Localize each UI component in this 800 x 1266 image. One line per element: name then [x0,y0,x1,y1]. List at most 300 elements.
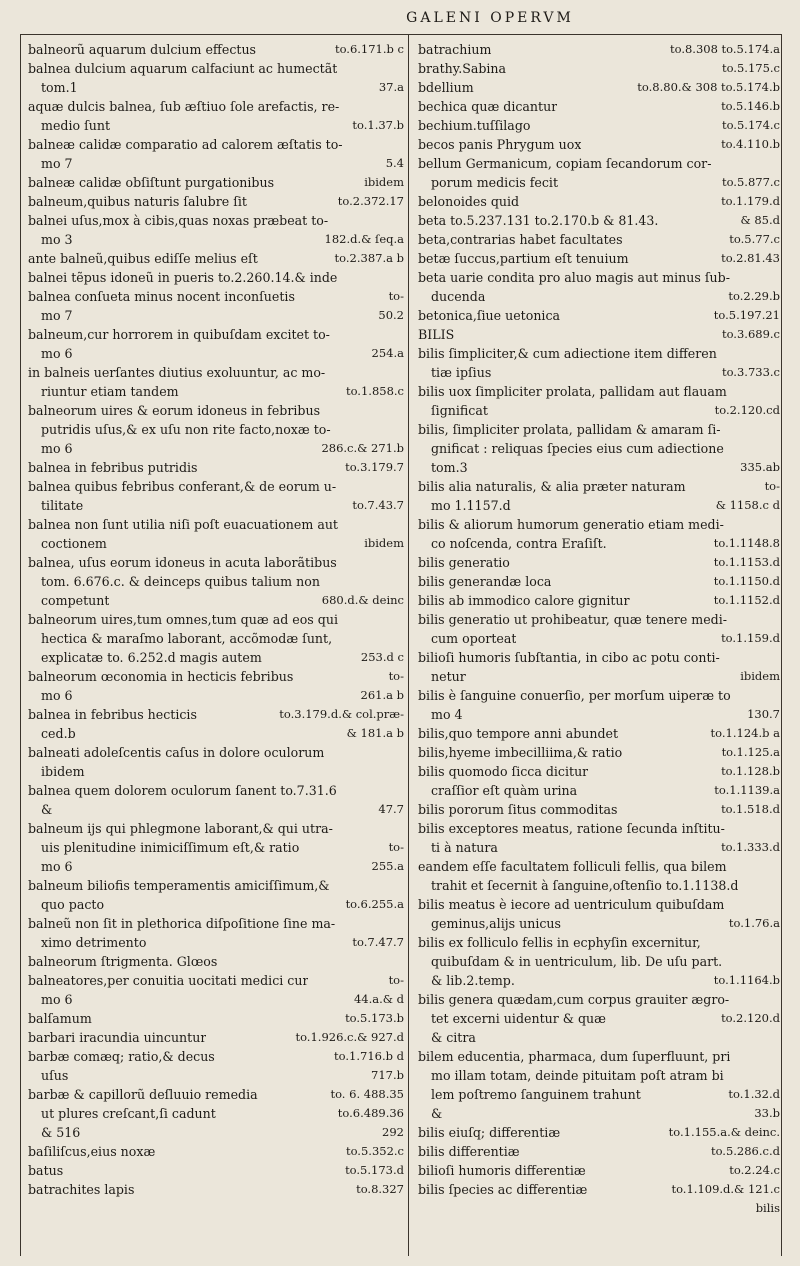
entry-line [418,952,780,971]
index-entry [418,857,780,895]
entry-line [28,895,404,914]
entry-text: ut plures creſcant,ſi cadunt [41,1106,216,1121]
entry-text: bellum Germanicum, copiam ſecandorum cor- [418,156,712,171]
entry-line [418,496,780,515]
entry-text: bilis ſimpliciter,& cum adiectione item differen [418,346,717,361]
entry-line [418,1161,780,1180]
entry-reference: 335.ab [740,460,780,474]
entry-text: lem poſtremo ſanguinem trahunt [431,1087,641,1102]
entry-reference: to.5.173.d [345,1163,404,1177]
entry-line [28,610,404,629]
entry-reference: to.1.858.c [345,384,404,398]
index-entry [28,876,404,914]
entry-text: ſignificat [431,403,488,418]
entry-reference: to.5.77.c [729,232,780,246]
entry-line [418,762,780,781]
index-entry [418,819,780,857]
index-entry [28,40,404,59]
entry-reference: to.2.81.43 [721,251,780,265]
entry-reference: to.6.489.36 [337,1106,404,1120]
index-entry [28,97,404,135]
entry-text: mo illam totam, deinde pituitam poſt atram bi [431,1068,724,1083]
entry-line [418,59,780,78]
entry-text: hectica & maraſmo laborant, accõmodæ ſunt, [41,631,333,646]
entry-text: balneorũ aquarum dulcium effectus [28,42,257,57]
entry-line [418,686,780,705]
entry-line [28,1180,404,1199]
entry-text: bechium.tuſſilago [418,118,531,133]
entry-line [418,591,780,610]
entry-line [418,477,780,496]
entry-line [28,154,404,173]
entry-line [418,724,780,743]
entry-reference: to.5.352.c [345,1144,404,1158]
index-entry [28,515,404,553]
entry-line [28,97,404,116]
entry-line [418,629,780,648]
entry-reference: to.8.308 to.5.174.a [669,42,780,56]
entry-text: in balneis uerſantes diutius exoluuntur, ac mo- [28,365,326,380]
index-entry [28,705,404,743]
entry-line [28,667,404,686]
entry-line [28,819,404,838]
entry-text: beta,contrarias habet facultates [418,232,623,247]
entry-line [28,344,404,363]
entry-reference: to.2.387.a b [334,251,404,265]
entry-text: bilis è ſanguine conuerſio, per morſum uiperæ to [418,688,731,703]
entry-text: mo 1.1157.d [431,498,511,513]
entry-text: bilis generandæ loca [418,574,552,589]
entry-line [28,268,404,287]
entry-line [418,287,780,306]
entry-line [28,724,404,743]
entry-line [418,1180,780,1199]
entry-line [28,1142,404,1161]
entry-text: beta uarie condita pro aluo magis aut minus ſub- [418,270,730,285]
entry-reference: to.5.173.b [345,1011,404,1025]
entry-text: bilis ex folliculo fellis in ecphyſin excernitur, [418,935,701,950]
entry-text: craſſior eſt quàm urina [431,783,578,798]
entry-reference: 254.a [371,346,404,360]
entry-reference: to.6.171.b c [334,42,404,56]
entry-line [418,610,780,629]
entry-reference: to.5.174.c [721,118,780,132]
entry-reference: to- [388,669,404,683]
index-entry [28,781,404,819]
entry-text: tom.1 [41,80,78,95]
entry-line [28,515,404,534]
entry-reference: to. 6. 488.35 [330,1087,404,1101]
entry-text: coctionem [41,536,107,551]
entry-reference: to.6.255.a [345,897,404,911]
entry-line [418,1085,780,1104]
entry-line [418,211,780,230]
entry-text: co noſcenda, contra Eraſiſt. [431,536,607,551]
entry-text: bilis ab immodico calore gignitur [418,593,630,608]
index-entry [28,1142,404,1161]
entry-text: bilis generatio ut prohibeatur, quæ tenere medi- [418,612,728,627]
entry-line [418,933,780,952]
left-column [28,40,404,1199]
index-entry [28,1180,404,1199]
entry-text: balneum biliofis temperamentis amiciſſimum,& [28,878,330,893]
right-column [418,40,780,1218]
entry-line [418,135,780,154]
entry-reference: 47.7 [378,802,404,816]
entry-text: mo 7 [41,308,73,323]
index-entry [28,667,404,705]
entry-line [28,952,404,971]
entry-reference: to.8.327 [356,1182,404,1196]
entry-reference: to- [388,289,404,303]
entry-text: bilis, ſimpliciter prolata, pallidam & amaram ſi- [418,422,721,437]
entry-line [418,534,780,553]
entry-reference: bilis [755,1201,780,1215]
entry-reference: to.1.333.d [721,840,780,854]
entry-text: mo 6 [41,441,73,456]
entry-reference: to.1.1139.a [714,783,780,797]
entry-line [418,344,780,363]
index-entry [418,800,780,819]
entry-text: batrachium [418,42,492,57]
entry-text: uis plenitudine inimiciſſimum eſt,& ratio [41,840,300,855]
entry-line [28,838,404,857]
entry-text: betæ ſuccus,partium eſt tenuium [418,251,629,266]
entry-line [418,705,780,724]
index-entry [418,268,780,306]
entry-reference: to.2.120.d [721,1011,780,1025]
entry-text: riuntur etiam tandem [41,384,179,399]
index-entry [418,933,780,990]
left-margin-rule [20,34,21,1256]
index-entry [418,211,780,230]
entry-reference: 286.c.& 271.b [321,441,404,455]
entry-reference: 182.d.& ſeq.a [324,232,404,246]
header-rule [20,34,782,35]
entry-line [28,800,404,819]
entry-reference: to.1.32.d [728,1087,780,1101]
entry-line [28,78,404,97]
index-entry [418,553,780,572]
entry-line [28,534,404,553]
entry-text: BILIS [418,327,455,342]
entry-text: bilioſi humoris differentiæ [418,1163,586,1178]
entry-text: & [431,1106,443,1121]
index-entry [418,249,780,268]
entry-text: ante balneũ,quibus ediſſe melius eſt [28,251,258,266]
entry-reference: to- [388,840,404,854]
entry-text: beta to.5.237.131 to.2.170.b & 81.43. [418,213,659,228]
entry-text: mo 3 [41,232,73,247]
entry-reference: to.1.1150.d [713,574,780,588]
index-entry [28,1161,404,1180]
entry-line [418,971,780,990]
entry-text: netur [431,669,466,684]
entry-text: balnea in febribus putridis [28,460,198,475]
entry-line [418,857,780,876]
entry-line [418,363,780,382]
entry-reference: 292 [382,1125,404,1139]
entry-line [28,1161,404,1180]
entry-line [418,1047,780,1066]
page-header: GALENI OPERVM [406,10,574,26]
entry-reference: ibidem [364,175,404,189]
entry-text: putridis uſus,& ex uſu non rite facto,noxæ to- [41,422,331,437]
entry-line [418,173,780,192]
entry-text: quibuſdam & in uentriculum, lib. De uſu part. [431,954,723,969]
index-entry [418,762,780,800]
entry-text: eandem eſſe facultatem folliculi fellis, qua bilem [418,859,727,874]
entry-line [28,382,404,401]
entry-line [28,230,404,249]
entry-text: bilis uox ſimpliciter prolata, pallidam aut flauam [418,384,727,399]
entry-line [28,496,404,515]
index-entry [28,268,404,287]
entry-reference: to- [388,973,404,987]
entry-text: mo 7 [41,156,73,171]
entry-line [418,40,780,59]
entry-line [28,705,404,724]
entry-text: balnea conſueta minus nocent inconſuetis [28,289,295,304]
index-entry [418,724,780,743]
index-entry [28,363,404,401]
index-entry [418,591,780,610]
entry-line [418,895,780,914]
right-margin-rule [781,34,782,1256]
entry-text: bilis eiuſq; differentiæ [418,1125,561,1140]
index-entry [418,325,780,344]
entry-text: competunt [41,593,110,608]
entry-reference: to.5.286.c.d [710,1144,780,1158]
entry-line [418,230,780,249]
entry-line [28,629,404,648]
index-entry [418,40,780,59]
entry-line [418,743,780,762]
entry-line [418,667,780,686]
entry-line [28,762,404,781]
index-entry [28,458,404,477]
entry-text: quo pacto [41,897,105,912]
entry-line [28,1028,404,1047]
entry-text: & lib.2.temp. [431,973,515,988]
entry-line [418,268,780,287]
entry-line [418,192,780,211]
entry-reference: to.1.926.c.& 927.d [295,1030,404,1044]
entry-text: balnea dulcium aquarum calfaciunt ac humectãt [28,61,338,76]
entry-line [28,325,404,344]
index-entry [28,914,404,952]
entry-reference: & 181.a b [346,726,404,740]
entry-text: balnei tẽpus idoneũ in pueris to.2.260.14.& inde [28,270,338,285]
entry-line [28,971,404,990]
entry-text: belonoides quid [418,194,520,209]
entry-text: balſamum [28,1011,92,1026]
index-entry [418,420,780,477]
index-entry [418,515,780,553]
entry-line [418,1009,780,1028]
entry-line [418,1028,780,1047]
index-entry [418,97,780,116]
index-entry [418,1180,780,1218]
entry-text: & 516 [41,1125,81,1140]
index-entry [418,1161,780,1180]
entry-line [418,154,780,173]
entry-text: bilis differentiæ [418,1144,520,1159]
entry-text: becos panis Phrygum uox [418,137,582,152]
entry-text: bilis & aliorum humorum generatio etiam medi- [418,517,724,532]
entry-text: batrachites lapis [28,1182,135,1197]
index-entry [418,116,780,135]
column-divider [408,34,409,1256]
index-entry [418,306,780,325]
entry-reference: to.7.43.7 [352,498,404,512]
entry-text: mo 6 [41,992,73,1007]
entry-text: tiæ ipſius [431,365,492,380]
entry-reference: ibidem [740,669,780,683]
index-entry [418,477,780,515]
entry-text: tilitate [41,498,84,513]
entry-reference: to.1.716.b d [334,1049,404,1063]
entry-text: bilis,quo tempore anni abundet [418,726,619,741]
entry-text: balneum,quibus naturis ſalubre ſit [28,194,247,209]
entry-text: bilioſi humoris ſubſtantia, in cibo ac potu conti- [418,650,720,665]
index-entry [418,344,780,382]
entry-line [28,914,404,933]
entry-text: ibidem [41,764,85,779]
entry-text: bilis alia naturalis, & alia præter naturam [418,479,686,494]
entry-text: barbæ comæq; ratio,& decus [28,1049,215,1064]
entry-line [418,1123,780,1142]
entry-line [28,363,404,382]
entry-text: balneorum uires & eorum idoneus in febribus [28,403,321,418]
entry-text: balnea non ſunt utilia niſi poſt euacuationem aut [28,517,338,532]
entry-line [28,116,404,135]
entry-reference: ibidem [364,536,404,550]
entry-line [28,306,404,325]
entry-reference: 261.a b [360,688,404,702]
entry-text: bilem educentia, pharmaca, dum ſuperfluunt, pri [418,1049,731,1064]
entry-text: & citra [431,1030,476,1045]
entry-text: bilis pororum ſitus commoditas [418,802,618,817]
entry-text: medio ſunt [41,118,111,133]
index-entry [28,1085,404,1142]
entry-line [28,857,404,876]
entry-line [28,420,404,439]
entry-line [28,553,404,572]
entry-line [418,97,780,116]
entry-line [418,116,780,135]
entry-reference: to.1.179.d [721,194,780,208]
entry-reference: to.2.29.b [728,289,780,303]
entry-line [418,401,780,420]
index-entry [28,819,404,876]
entry-text: balnei uſus,mox à cibis,quas noxas præbeat to- [28,213,329,228]
entry-reference: & 85.d [740,213,780,227]
entry-line [28,781,404,800]
entry-line [418,819,780,838]
entry-reference: 33.b [754,1106,780,1120]
entry-line [418,553,780,572]
entry-reference: to.3.179.d.& col.præ- [279,707,404,721]
entry-line [28,1066,404,1085]
index-entry [418,895,780,933]
entry-text: baſiliſcus,eius noxæ [28,1144,156,1159]
index-entry [28,1047,404,1085]
entry-line [418,439,780,458]
index-entry [418,1123,780,1142]
entry-line [418,1066,780,1085]
index-entry [28,211,404,249]
entry-line [418,838,780,857]
entry-reference: to- [764,479,780,493]
entry-line [418,800,780,819]
entry-line [418,458,780,477]
index-entry [28,952,404,971]
entry-line [418,1142,780,1161]
entry-text: barbæ & capillorũ deſluuio remedia [28,1087,258,1102]
entry-line [418,914,780,933]
entry-text: brathy.Sabina [418,61,507,76]
index-entry [418,1047,780,1123]
entry-reference: to.1.159.d [721,631,780,645]
index-entry [28,287,404,325]
entry-text: ducenda [431,289,486,304]
entry-text: mo 4 [431,707,463,722]
entry-reference: 37.a [378,80,404,94]
index-entry [418,572,780,591]
entry-reference: to.1.1148.8 [713,536,780,550]
entry-reference: to.5.175.c [721,61,780,75]
entry-line [28,743,404,762]
entry-line [28,401,404,420]
entry-reference: to.8.80.& 308 to.5.174.b [637,80,780,94]
entry-line [28,933,404,952]
entry-text: mo 6 [41,346,73,361]
entry-text: batus [28,1163,64,1178]
entry-reference: 44.a.& d [353,992,404,1006]
entry-reference: to.1.155.a.& deinc. [668,1125,780,1139]
entry-reference: to.5.197.21 [713,308,780,322]
entry-line [418,420,780,439]
entry-reference: to.3.689.c [721,327,780,341]
entry-line [28,192,404,211]
entry-line [418,990,780,1009]
entry-reference: to.1.1153.d [713,555,780,569]
entry-reference: to.1.37.b [352,118,404,132]
entry-line [418,382,780,401]
entry-line [418,306,780,325]
index-entry [418,59,780,78]
entry-text: balneæ calidæ obſiſtunt purgationibus [28,175,275,190]
index-entry [418,78,780,97]
index-entry [418,610,780,648]
entry-reference: to.2.120.cd [714,403,780,417]
entry-text: mo 6 [41,859,73,874]
entry-reference: 717.b [371,1068,404,1082]
entry-text: mo 6 [41,688,73,703]
entry-text: geminus,alijs unicus [431,916,561,931]
entry-text: ximo detrimento [41,935,147,950]
index-entry [28,743,404,781]
index-entry [28,192,404,211]
entry-text: bechica quæ dicantur [418,99,558,114]
entry-text: balneæ calidæ comparatio ad calorem æſtatis to- [28,137,343,152]
index-entry [28,59,404,97]
entry-line [418,572,780,591]
entry-reference: to.1.1164.b [713,973,780,987]
entry-reference: 5.4 [385,156,404,170]
entry-reference: 680.d.& deinc [321,593,404,607]
